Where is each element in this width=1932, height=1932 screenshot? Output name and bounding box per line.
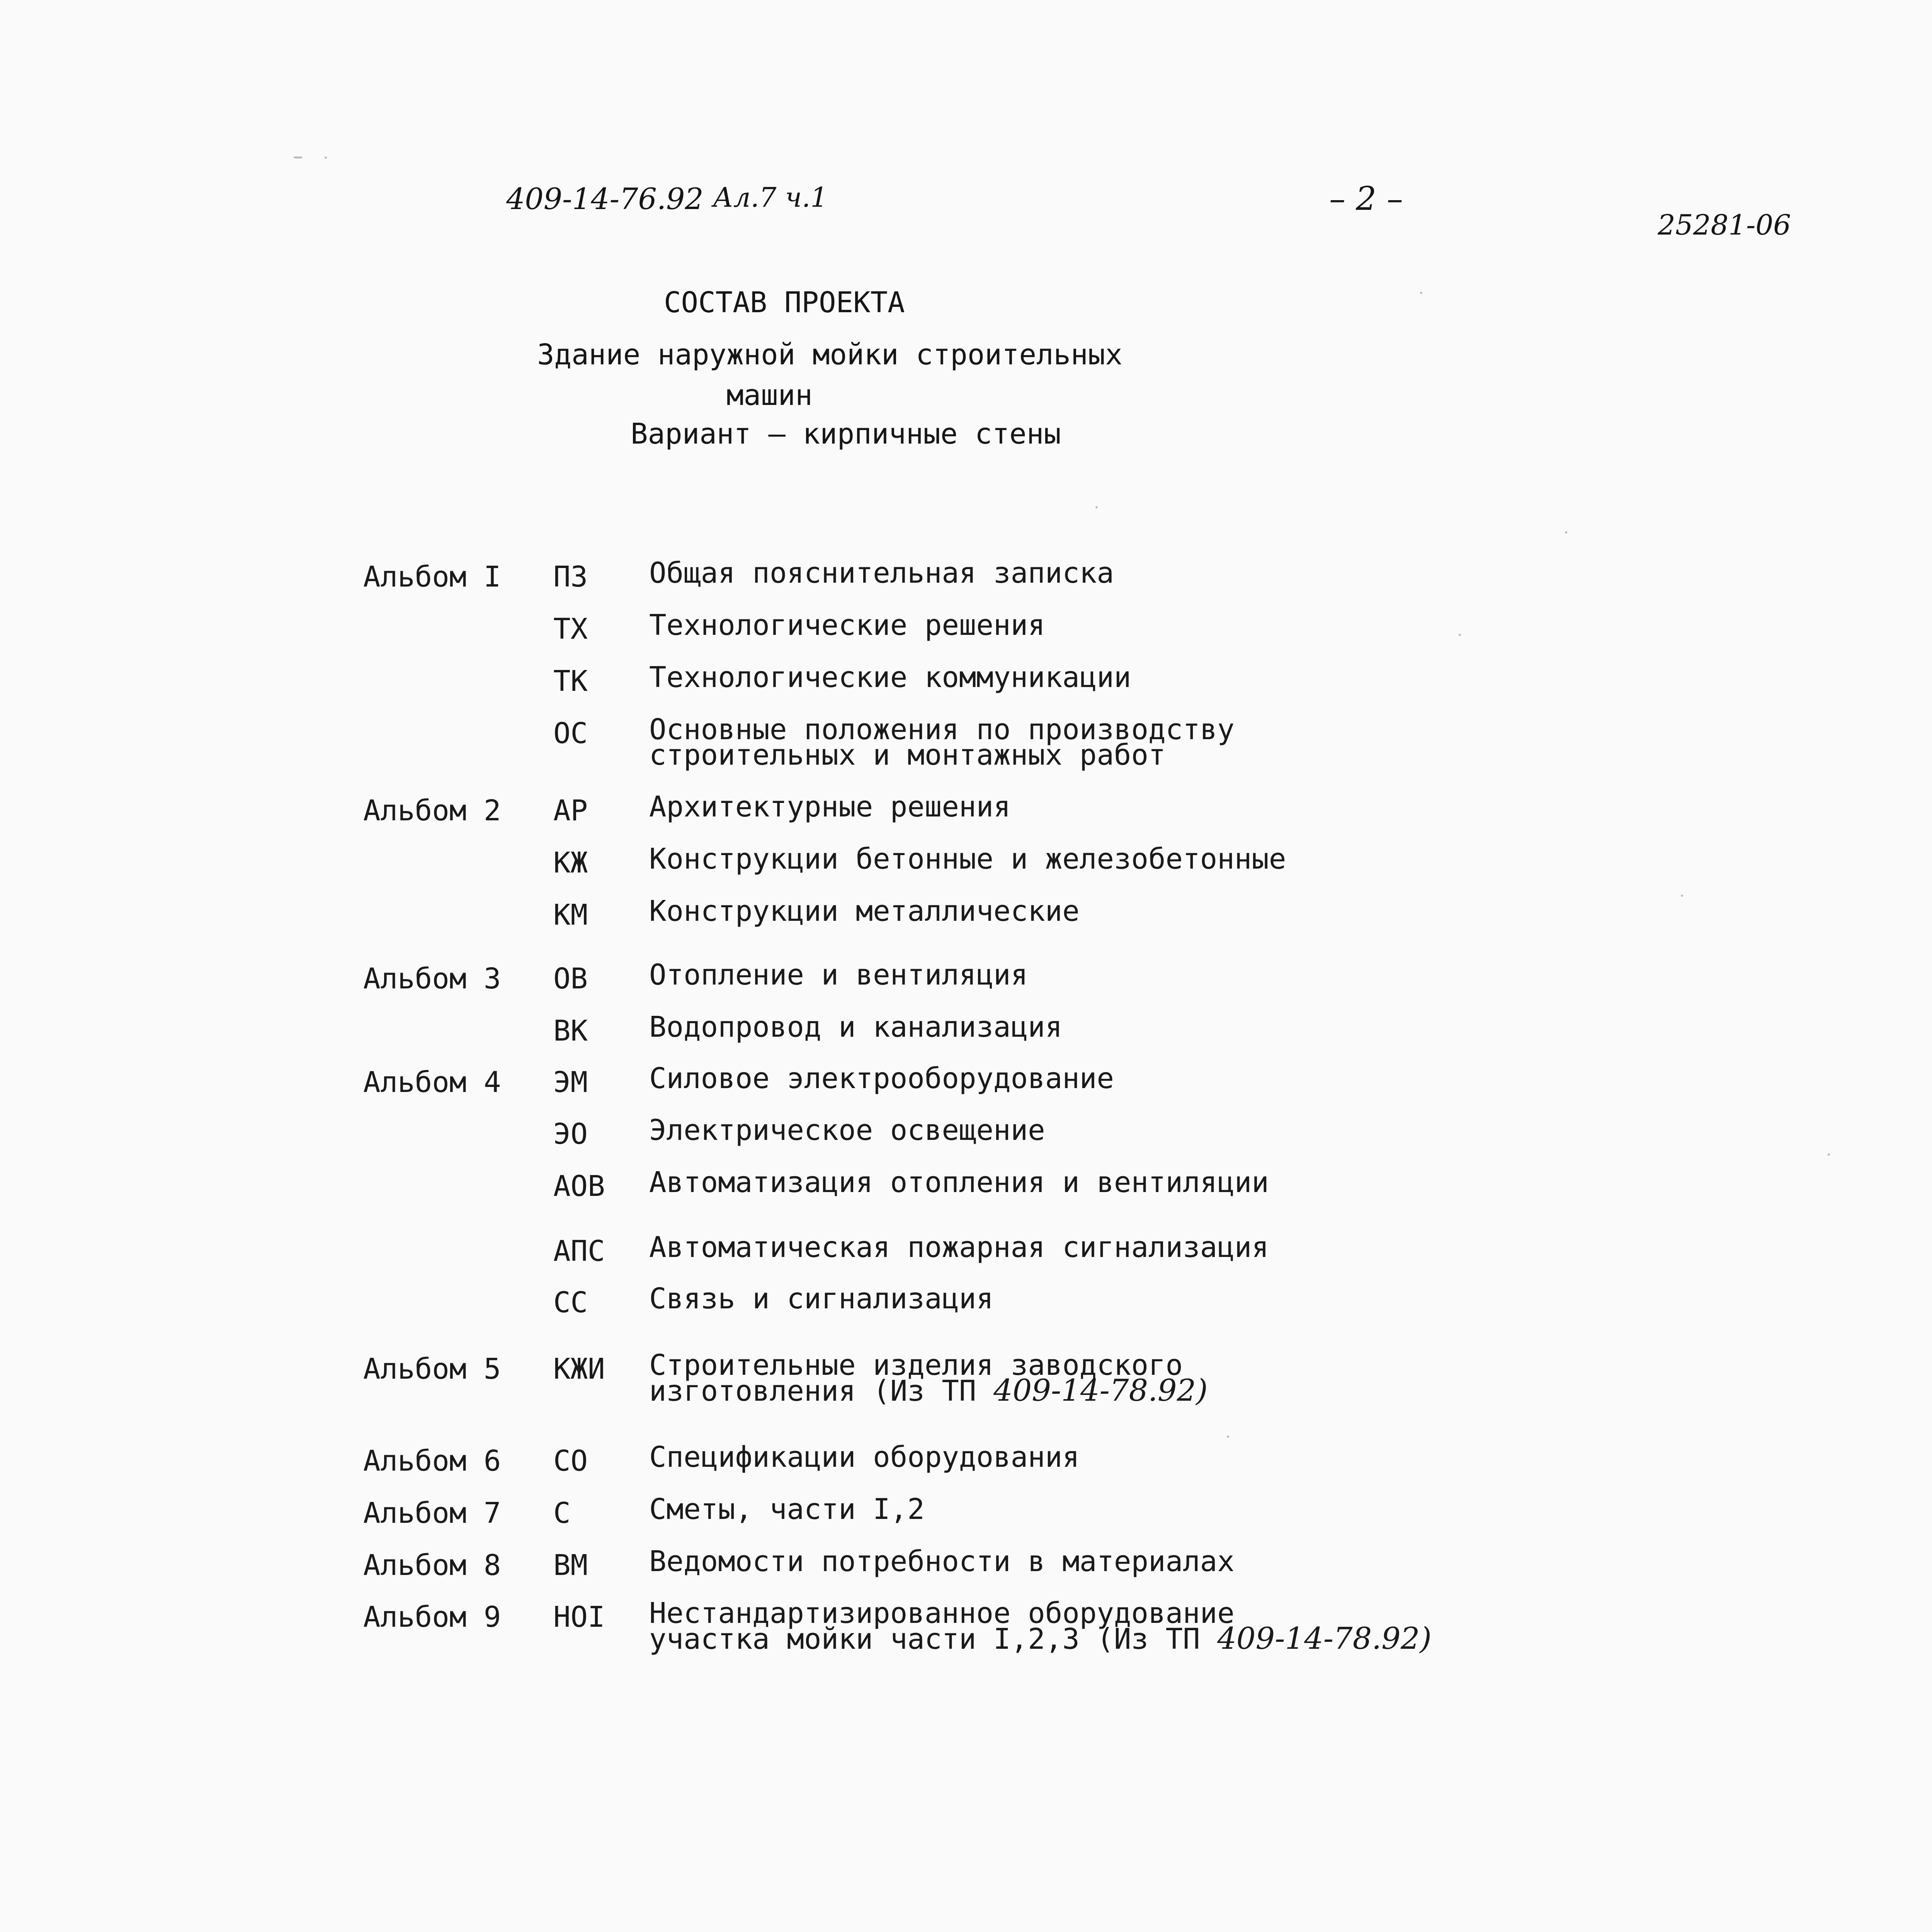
section-code: СО (553, 1444, 588, 1478)
section-title: Основные положения по производству (649, 713, 1235, 746)
scan-speck (1227, 1435, 1229, 1438)
section-code: КЖИ (553, 1352, 605, 1386)
section-code: ЭО (553, 1117, 588, 1151)
album-label: Альбом 2 (363, 794, 501, 827)
section-title: Технологические коммуникации (649, 661, 1131, 694)
scan-speck (1565, 531, 1567, 534)
album-label: Альбом 7 (363, 1497, 501, 1530)
album-label: Альбом 5 (363, 1352, 501, 1386)
section-code: КЖ (553, 846, 588, 879)
section-code: ПЗ (553, 560, 588, 594)
section-title: Нестандартизированное оборудование (649, 1597, 1235, 1630)
section-code: ОВ (553, 962, 588, 995)
title-building: Здание наружной мойки строительных (537, 338, 1122, 371)
section-code: АР (553, 794, 588, 827)
section-title: Спецификации оборудования (649, 1440, 1080, 1474)
section-title: Ведомости потребности в материалах (649, 1545, 1235, 1578)
section-title-cont: строительных и монтажных работ (649, 738, 1166, 772)
section-code: ВМ (553, 1549, 588, 1582)
section-title: Электрическое освещение (649, 1114, 1045, 1147)
album-label: Альбом 8 (363, 1549, 501, 1582)
section-title: Водопровод и канализация (649, 1010, 1063, 1044)
doc-number: 409-14-76.92 (506, 182, 704, 216)
section-title: Общая пояснительная записка (649, 556, 1114, 590)
scan-speck (325, 156, 327, 159)
section-code: СС (553, 1286, 588, 1319)
section-title: Отопление и вентиляция (649, 958, 1028, 992)
album-label: Альбом 3 (363, 962, 501, 995)
section-title: Архитектурные решения (649, 790, 1011, 823)
section-title: Силовое электрооборудование (649, 1062, 1114, 1095)
section-code: НОI (553, 1600, 605, 1634)
title-heading: СОСТАВ ПРОЕКТА (664, 286, 905, 319)
section-title: Автоматическая пожарная сигнализация (649, 1231, 1269, 1264)
scan-speck (1681, 895, 1683, 897)
scan-speck (1828, 1153, 1830, 1156)
section-code: АПС (553, 1235, 605, 1268)
source-label: изготовления (Из ТП (649, 1374, 994, 1408)
scan-speck (1095, 506, 1098, 509)
source-number: 409-14-78.92) (1217, 1621, 1432, 1656)
section-title-cont (649, 1621, 1432, 1656)
section-code: ЭМ (553, 1066, 588, 1099)
inventory-number: 25281-06 (1658, 209, 1791, 241)
album-label: Альбом 9 (363, 1600, 501, 1634)
section-title: Связь и сигнализация (649, 1282, 994, 1315)
section-code: С (553, 1497, 571, 1530)
source-number: 409-14-78.92) (993, 1373, 1208, 1408)
section-title: Строительные изделия заводского (649, 1349, 1183, 1382)
section-title: Конструкции бетонные и железобетонные (649, 842, 1286, 876)
album-label: Альбом 6 (363, 1444, 501, 1478)
section-title: Сметы, части I,2 (649, 1493, 925, 1526)
section-code: КМ (553, 898, 588, 932)
source-label: участка мойки части I,2,3 (Из ТП (649, 1622, 1218, 1656)
title-building-cont: машин (726, 379, 813, 412)
section-title: Конструкции металлические (649, 895, 1080, 928)
album-label: Альбом I (363, 560, 501, 594)
section-code: ТХ (553, 612, 588, 646)
section-code: ОС (553, 717, 588, 750)
section-code: ТК (553, 665, 588, 698)
section-code: АОВ (553, 1170, 605, 1203)
scan-speck (1420, 292, 1422, 294)
scan-speck (294, 156, 302, 158)
section-code: ВК (553, 1014, 588, 1048)
page-number: – 2 – (1329, 180, 1403, 218)
section-title-cont (649, 1373, 1208, 1408)
section-title: Технологические решения (649, 609, 1045, 642)
album-ref: Ал.7 ч.1 (713, 182, 828, 213)
album-label: Альбом 4 (363, 1066, 501, 1099)
scan-speck (1459, 634, 1461, 636)
section-title: Автоматизация отопления и вентиляции (649, 1166, 1269, 1199)
title-variant: Вариант – кирпичные стены (631, 417, 1061, 451)
